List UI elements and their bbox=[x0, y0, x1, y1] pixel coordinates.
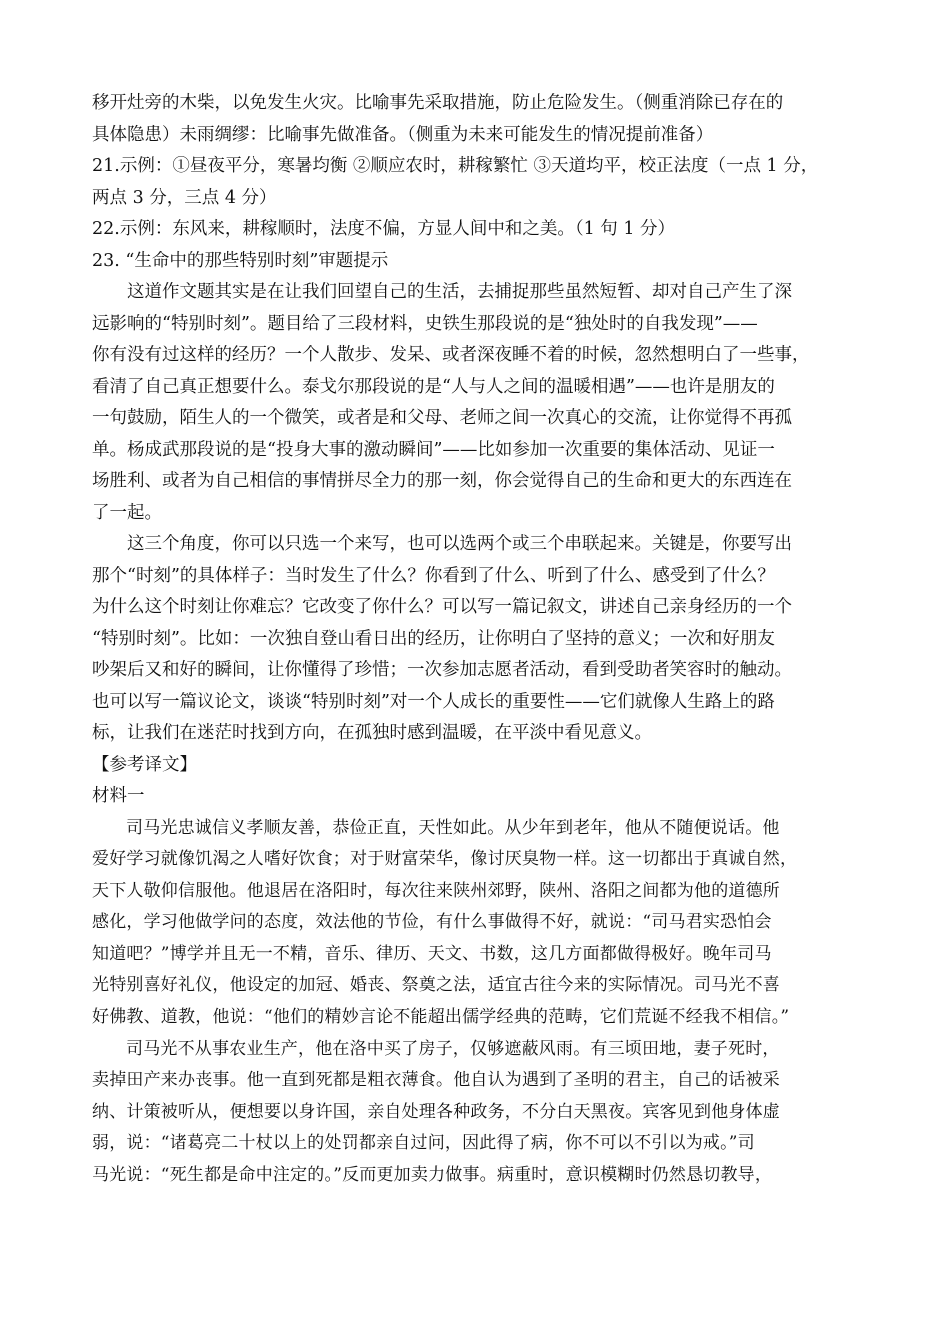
text-line: 弱，说：“诸葛亮二十杖以上的处罚都亲自过问，因此得了病，你不可以不引以为戒。”司 bbox=[92, 1133, 755, 1154]
answer-q21 bbox=[92, 151, 860, 214]
text-line: 看清了自己真正想要什么。泰戈尔那段说的是“人与人之间的温暖相遇”——也许是朋友的 bbox=[92, 376, 775, 397]
text-line: 标，让我们在迷茫时找到方向，在孤独时感到温暖，在平淡中看见意义。 bbox=[92, 723, 652, 743]
text-line: 远影响的“特别时刻”。题目给了三段材料，史铁生那段说的是“独处时的自我发现”—— bbox=[92, 313, 758, 334]
text-line: 你有没有过这样的经历？一个人散步、发呆、或者深夜睡不着的时候，忽然想明白了一些事， bbox=[92, 345, 810, 365]
text-line: 知道吧？”博学并且无一不精，音乐、律历、天文、书数，这几方面都做得极好。晚年司马 bbox=[92, 943, 772, 964]
text-line: 马光说：“死生都是命中注定的。”反而更加卖力做事。病重时，意识模糊时仍然恳切教导， bbox=[92, 1165, 773, 1186]
text-line: 两点 3 分，三点 4 分） bbox=[92, 187, 277, 208]
text-line: 这三个角度，你可以只选一个来写，也可以选两个或三个串联起来。关键是，你要写出 bbox=[127, 534, 792, 554]
text-line: 好佛教、道教，他说：“他们的精妙言论不能超出儒学经典的范畴，它们荒诞不经我不相信。” bbox=[92, 1007, 790, 1028]
answer-continuation bbox=[92, 88, 860, 151]
text-line: 为什么这个时刻让你难忘？它改变了你什么？可以写一篇记叙文，讲述自己亲身经历的一个 bbox=[92, 597, 792, 617]
text-line: 23. “生命中的那些特别时刻”审题提示 bbox=[92, 250, 389, 271]
translation-body bbox=[92, 813, 860, 1192]
text-line: 那个“时刻”的具体样子：当时发生了什么？你看到了什么、听到了什么、感受到了什么？ bbox=[92, 565, 775, 586]
essay-paragraph-1 bbox=[92, 277, 860, 529]
text-line: 移开灶旁的木柴，以免发生火灾。比喻事先采取措施，防止危险发生。（侧重消除已存在的 bbox=[92, 93, 784, 113]
translation-paragraph-2 bbox=[92, 1034, 860, 1192]
document-page bbox=[92, 88, 860, 1192]
material-label bbox=[92, 781, 860, 813]
text-line: 22.示例：东风来，耕稼顺时，法度不偏，方显人间中和之美。（1 句 1 分） bbox=[92, 219, 676, 239]
text-line: 吵架后又和好的瞬间，让你懂得了珍惜；一次参加志愿者活动，看到受助者笑容时的触动。 bbox=[92, 660, 792, 680]
text-line: 单。杨成武那段说的是“投身大事的激动瞬间”——比如参加一次重要的集体活动、见证一 bbox=[92, 439, 775, 460]
text-line: 了一起。 bbox=[92, 502, 162, 523]
text-line: 天下人敬仰信服他。他退居在洛阳时，每次往来陕州郊野，陕州、洛阳之间都为他的道德所 bbox=[92, 880, 780, 901]
translation-heading bbox=[92, 750, 860, 782]
text-line: 纳、计策被听从，便想要以身许国，亲自处理各种政务，不分白天黑夜。宾客见到他身体虚 bbox=[92, 1101, 780, 1122]
answer-q22 bbox=[92, 214, 860, 246]
text-line: 司马光不从事农业生产，他在洛中买了房子，仅够遮蔽风雨。有三顷田地，妻子死时， bbox=[126, 1038, 780, 1059]
translation-paragraph-1 bbox=[92, 813, 860, 1034]
answer-q23-title bbox=[92, 246, 860, 278]
text-line: 【参考译文】 bbox=[92, 754, 197, 775]
text-line: 场胜利、或者为自己相信的事情拼尽全力的那一刻，你会觉得自己的生命和更大的东西连在 bbox=[92, 471, 792, 491]
text-line: 也可以写一篇议论文，谈谈“特别时刻”对一个人成长的重要性——它们就像人生路上的路 bbox=[92, 691, 775, 712]
text-line: “特别时刻”。比如：一次独自登山看日出的经历，让你明白了坚持的意义；一次和好朋友 bbox=[92, 628, 775, 649]
essay-paragraph-2 bbox=[92, 529, 860, 750]
text-line: 爱好学习就像饥渴之人嗜好饮食；对于财富荣华，像讨厌臭物一样。这一切都出于真诚自然， bbox=[92, 849, 798, 870]
text-line: 卖掉田产来办丧事。他一直到死都是粗衣薄食。他自认为遇到了圣明的君主，自己的话被采 bbox=[92, 1070, 780, 1091]
text-line: 具体隐患）未雨绸缪：比喻事先做准备。（侧重为未来可能发生的情况提前准备） bbox=[92, 124, 714, 145]
text-line: 光特别喜好礼仪，他设定的加冠、婚丧、祭奠之法，适宜古往今来的实际情况。司马光不喜 bbox=[92, 975, 780, 996]
text-line: 材料一 bbox=[92, 786, 145, 806]
text-line: 一句鼓励，陌生人的一个微笑，或者是和父母、老师之间一次真心的交流，让你觉得不再孤 bbox=[92, 408, 792, 428]
text-line: 这道作文题其实是在让我们回望自己的生活，去捕捉那些虽然短暂、却对自己产生了深 bbox=[127, 282, 792, 302]
text-line: 21.示例：①昼夜平分，寒暑均衡 ②顺应农时，耕稼繁忙 ③天道均平，校正法度（一点 1 分， bbox=[92, 156, 819, 176]
text-line: 司马光忠诚信义孝顺友善，恭俭正直，天性如此。从少年到老年，他从不随便说话。他 bbox=[126, 817, 780, 838]
text-line: 感化，学习他做学问的态度，效法他的节俭，有什么事做得不好，就说：“司马君实恐怕会 bbox=[92, 912, 772, 933]
